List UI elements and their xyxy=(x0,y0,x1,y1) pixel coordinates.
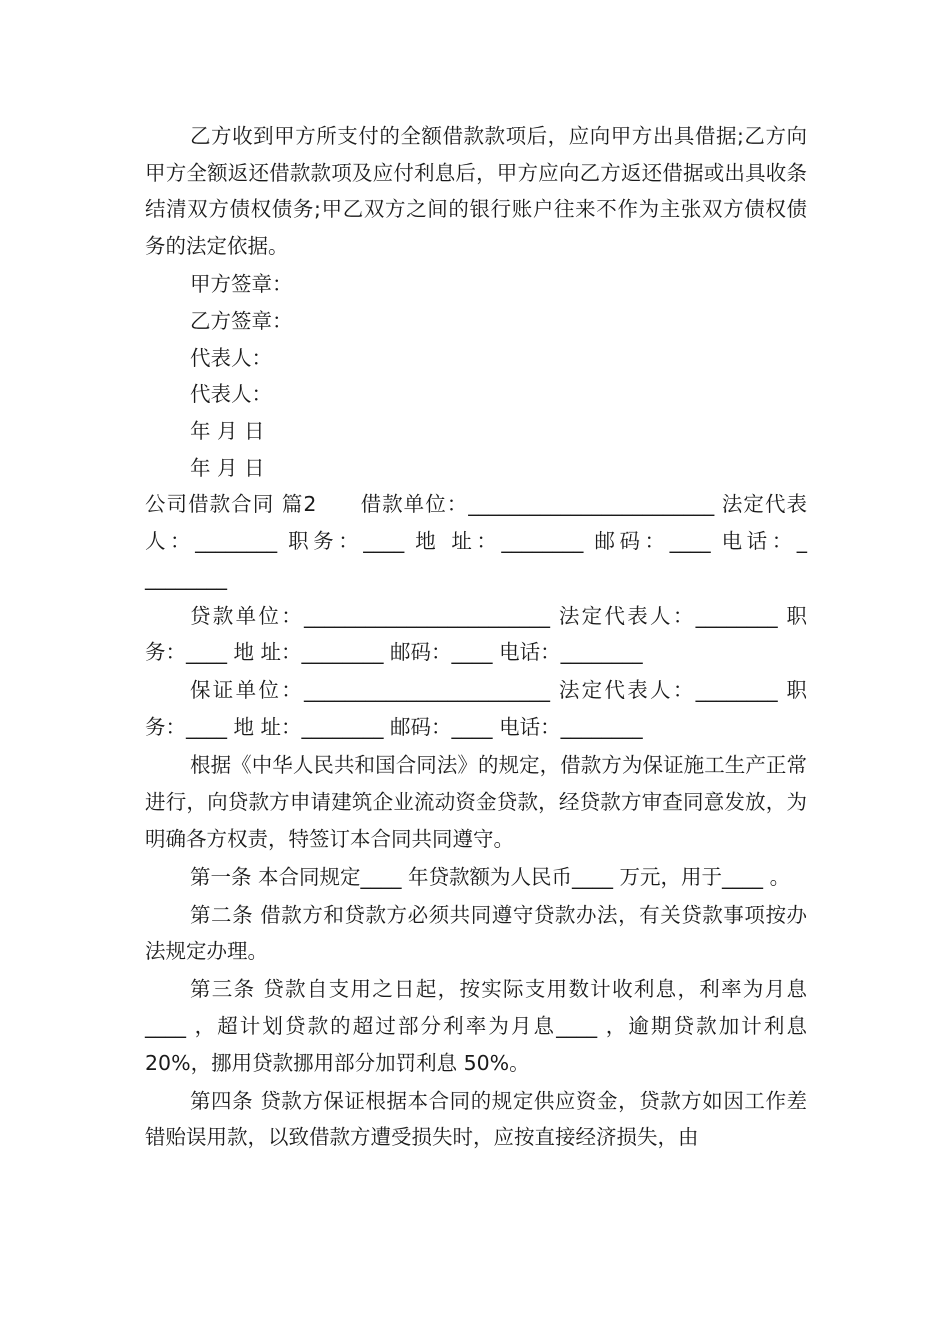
paragraph-borrower-info: 公司借款合同 篇2 借款单位：________________________ 法定代表人：________ 职务：____ 地 址：________ 邮码：____ 电话：_ ________ xyxy=(145,492,814,590)
representative-line-2: 代表人： xyxy=(190,382,272,407)
paragraph-lender-info: 贷款单位：________________________ 法定代表人：________ 职务：____ 地 址：________ 邮码：____ 电话：________ xyxy=(145,603,807,665)
paragraph-legal-basis: 根据《中华人民共和国合同法》的规定，借款方为保证施工生产正常进行，向贷款方申请建筑企业流动资金贷款，经贷款方审查同意发放，为明确各方权责，特签订本合同共同遵守。 xyxy=(145,753,807,851)
signature-party-b: 乙方签章： xyxy=(190,308,293,333)
signature-party-a: 甲方签章： xyxy=(190,272,293,297)
representative-line-1: 代表人： xyxy=(190,345,272,370)
date-line-1: 年 月 日 xyxy=(190,418,265,443)
date-line-2: 年 月 日 xyxy=(190,455,265,480)
article-4: 第四条 贷款方保证根据本合同的规定供应资金，贷款方如因工作差错贻误用款，以致借款方遭受损失时，应按直接经济损失，由 xyxy=(145,1088,807,1150)
article-1: 第一条 本合同规定____ 年贷款额为人民币____ 万元，用于____ 。 xyxy=(190,864,791,889)
article-2: 第二条 借款方和贷款方必须共同遵守贷款办法，有关贷款事项按办法规定办理。 xyxy=(145,902,807,964)
paragraph-receipt-terms: 乙方收到甲方所支付的全额借款款项后，应向甲方出具借据;乙方向甲方全额返还借款款项及应付利息后，甲方应向乙方返还借据或出具收条结清双方债权债务;甲乙双方之间的银行账户往来不作为主张双方债权债务的法定依据。 xyxy=(145,124,807,259)
paragraph-guarantor-info: 保证单位：________________________ 法定代表人：________ 职务：____ 地 址：________ 邮码：____ 电话：________ xyxy=(145,678,807,740)
article-3: 第三条 贷款自支用之日起，按实际支用数计收利息，利率为月息____ ，超计划贷款的超过部分利率为月息____ ，逾期贷款加计利息 20%，挪用贷款挪用部分加罚利息 50%。 xyxy=(145,977,814,1075)
document-body xyxy=(145,118,814,1157)
